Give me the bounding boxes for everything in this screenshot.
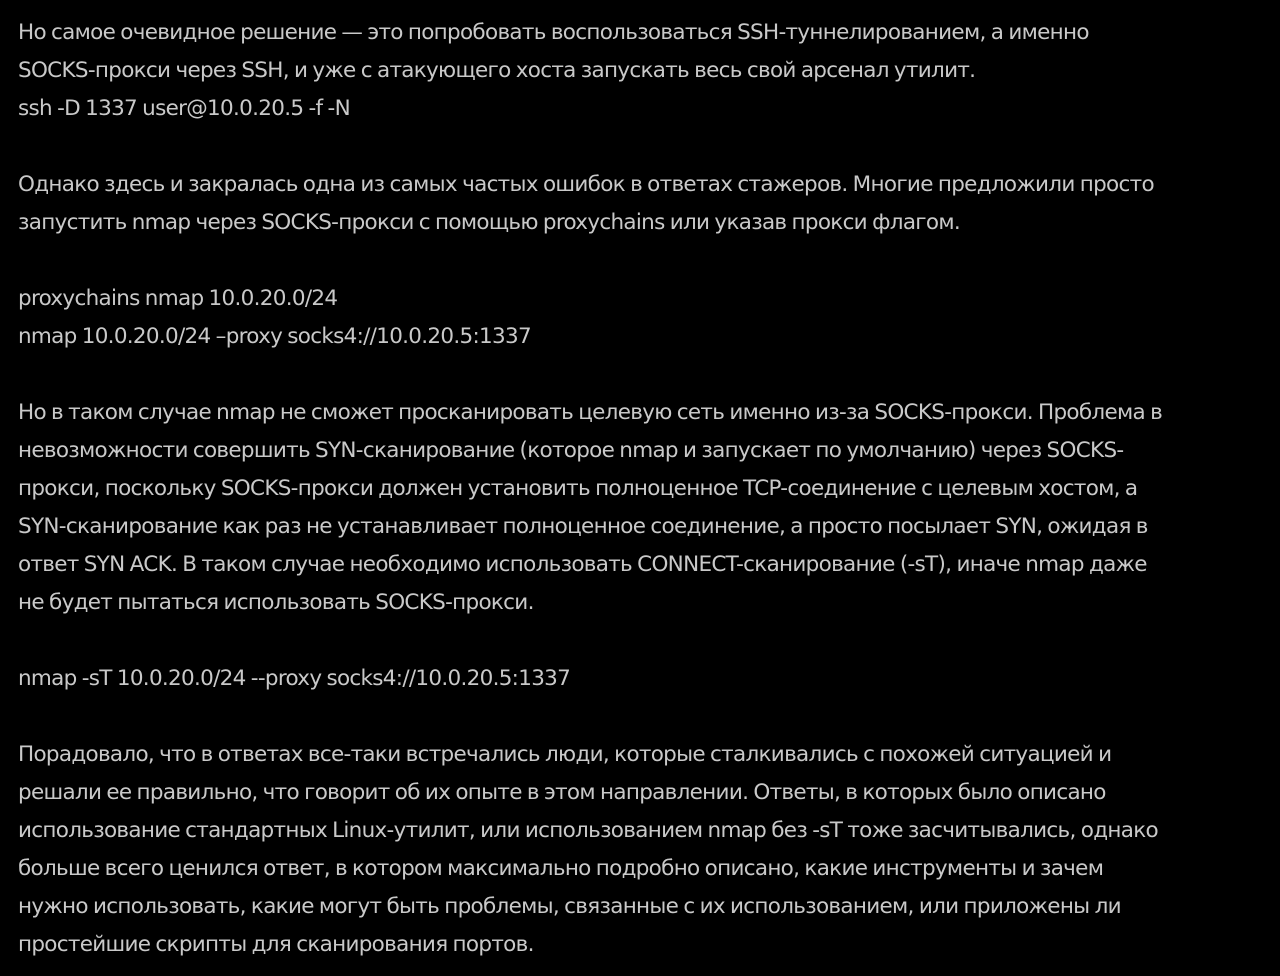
message-text xyxy=(18,14,1276,964)
paragraph-conclusion: Порадовало, что в ответах все-таки встречались люди, которые сталкивались с похожей ситуацией и решали ее правильно, что говорит об их опыте в этом направлении. Ответы, в которых было описано использование стандартных Linux-утилит, или использованием nmap без -sT тоже засчитывались, однако больше всего ценился ответ, в котором максимально подробно описано, какие инструменты и зачем нужно использовать, какие могут быть проблемы, связанные с их использованием, или приложены ли простейшие скрипты для сканирования портов. xyxy=(18,742,1158,957)
code-connect-scan-command: nmap -sT 10.0.20.0/24 --proxy socks4://10.0.20.5:1337 xyxy=(18,666,571,691)
paragraph-ssh-tunnel: Но самое очевидное решение — это попробовать воспользоваться SSH-туннелированием, а именно SOCKS-прокси через SSH, и уже с атакующего хоста запускать весь свой арсенал утилит. ssh -D 1337 user@10.0.20.5 -f -N xyxy=(18,20,1089,121)
paragraph-syn-scan-problem: Но в таком случае nmap не сможет просканировать целевую сеть именно из-за SOCKS-прокси. Проблема в невозможности совершить SYN-сканирование (которое nmap и запускает по умолчанию) через SOCKS- прокси, поскольку SOCKS-прокси должен установить полноценное TCP-соединение с целевым хостом, а SYN-сканирование как раз не устанавливает полноценное соединение, а просто посылает SYN, ожидая в ответ SYN ACK. В таком случае необходимо использовать CONNECT-сканирование (-sT), иначе nmap даже не будет пытаться использовать SOCKS-прокси. xyxy=(18,400,1163,615)
code-proxychains-commands: proxychains nmap 10.0.20.0/24 nmap 10.0.20.0/24 –proxy socks4://10.0.20.5:1337 xyxy=(18,286,531,349)
paragraph-common-mistake: Однако здесь и закралась одна из самых частых ошибок в ответах стажеров. Многие предложили просто запустить nmap через SOCKS-прокси с помощью proxychains или указав прокси флагом. xyxy=(18,172,1154,235)
